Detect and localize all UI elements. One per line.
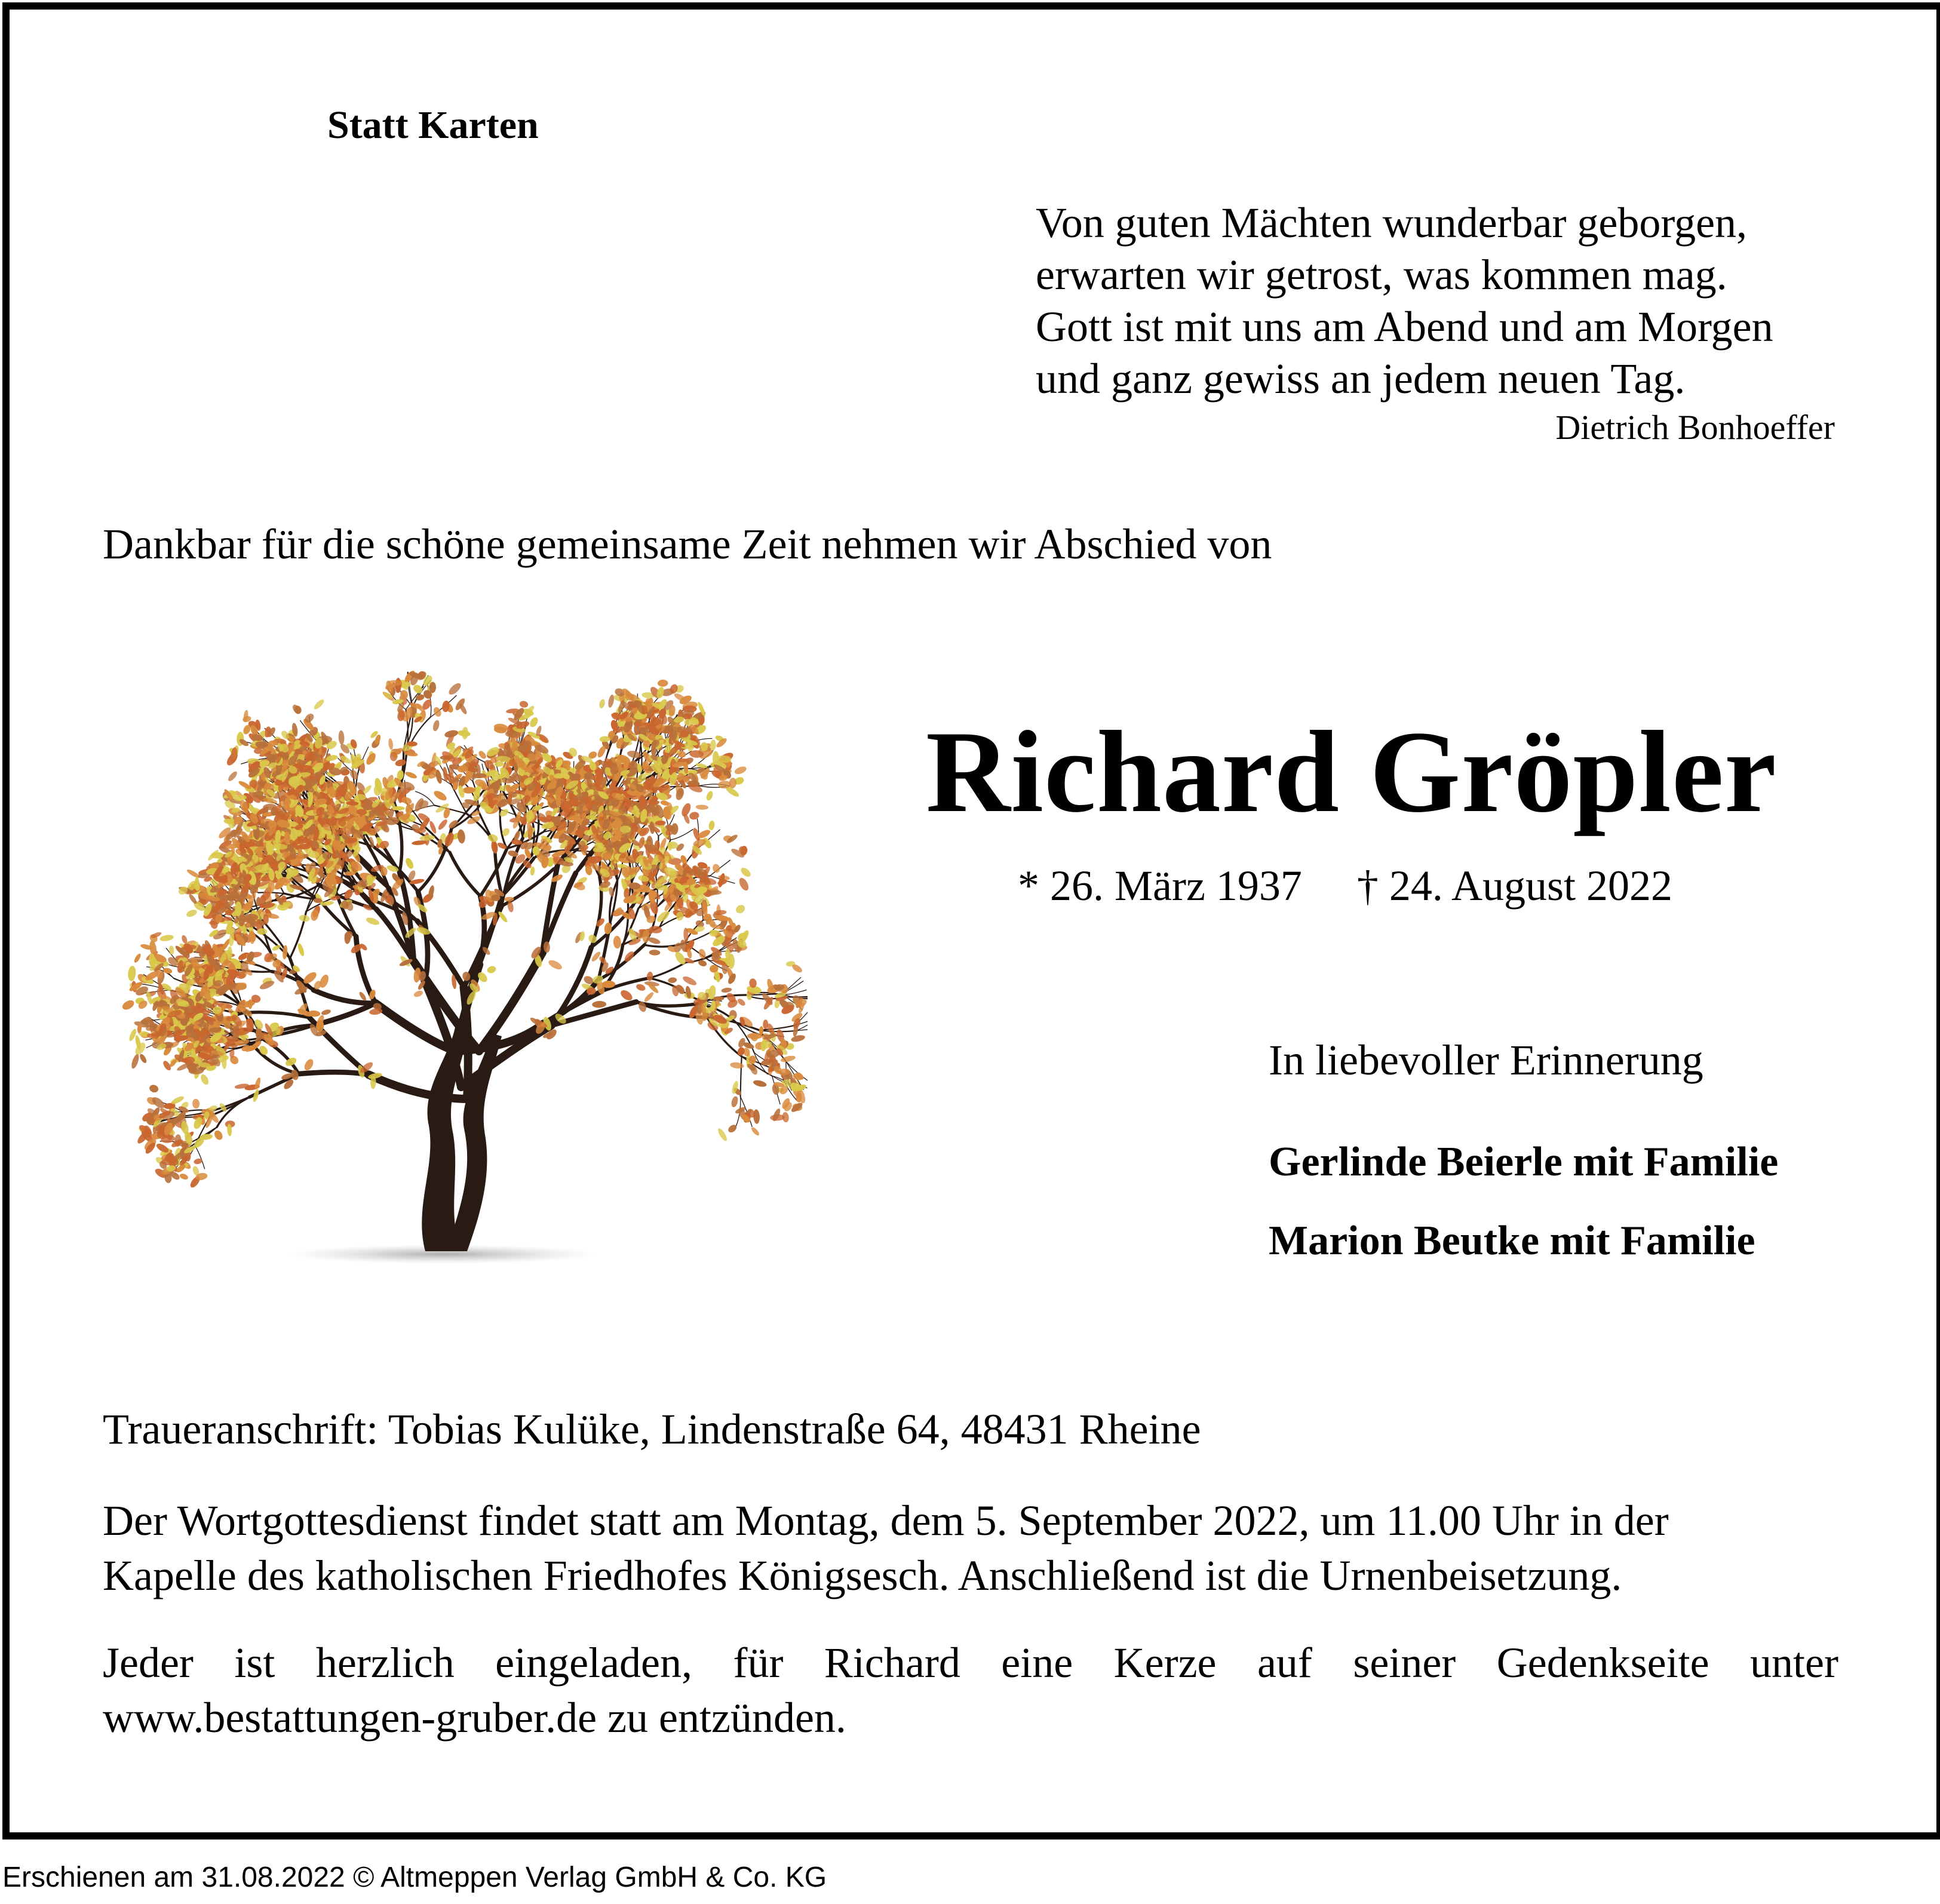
poem-line: und ganz gewiss an jedem neuen Tag. <box>1036 355 1686 403</box>
service-line: Der Wortgottesdienst findet statt am Montag, dem 5. September 2022, um 11.00 Uhr in der <box>103 1497 1669 1544</box>
poem-line: Von guten Mächten wunderbar geborgen, <box>1036 199 1748 247</box>
poem <box>1036 197 1773 405</box>
poem-author: Dietrich Bonhoeffer <box>1555 408 1835 447</box>
memory-heading: In liebevoller Erinnerung <box>1269 1036 1703 1084</box>
invitation-line: www.bestattungen-gruber.de zu entzünden. <box>103 1694 846 1742</box>
mourner-family: Gerlinde Beierle mit Familie <box>1269 1139 1779 1185</box>
death-date: † 24. August 2022 <box>1356 862 1672 910</box>
deceased-name: Richard Gröpler <box>926 707 1777 837</box>
poem-line: erwarten wir getrost, was kommen mag. <box>1036 251 1727 299</box>
life-dates <box>1018 861 1672 911</box>
birth-date: * 26. März 1937 <box>1018 862 1302 910</box>
tree-icon <box>103 669 808 1272</box>
service-line: Kapelle des katholischen Friedhofes Königsesch. Anschließend ist die Urnenbeisetzung. <box>103 1552 1622 1599</box>
statt-karten-heading: Statt Karten <box>327 103 539 147</box>
service-info <box>103 1493 1669 1603</box>
invitation-text <box>103 1635 1838 1745</box>
mourning-address: Traueranschrift: Tobias Kulüke, Lindenstraße 64, 48431 Rheine <box>103 1405 1201 1453</box>
mourner-family: Marion Beutke mit Familie <box>1269 1218 1755 1264</box>
publication-footer: Erschienen am 31.08.2022 © Altmeppen Verlag GmbH & Co. KG <box>2 1862 827 1893</box>
invitation-line: Jeder ist herzlich eingeladen, für Richard eine Kerze auf seiner Gedenkseite unter <box>103 1639 1838 1687</box>
intro-text: Dankbar für die schöne gemeinsame Zeit nehmen wir Abschied von <box>103 520 1272 568</box>
poem-line: Gott ist mit uns am Abend und am Morgen <box>1036 303 1773 351</box>
